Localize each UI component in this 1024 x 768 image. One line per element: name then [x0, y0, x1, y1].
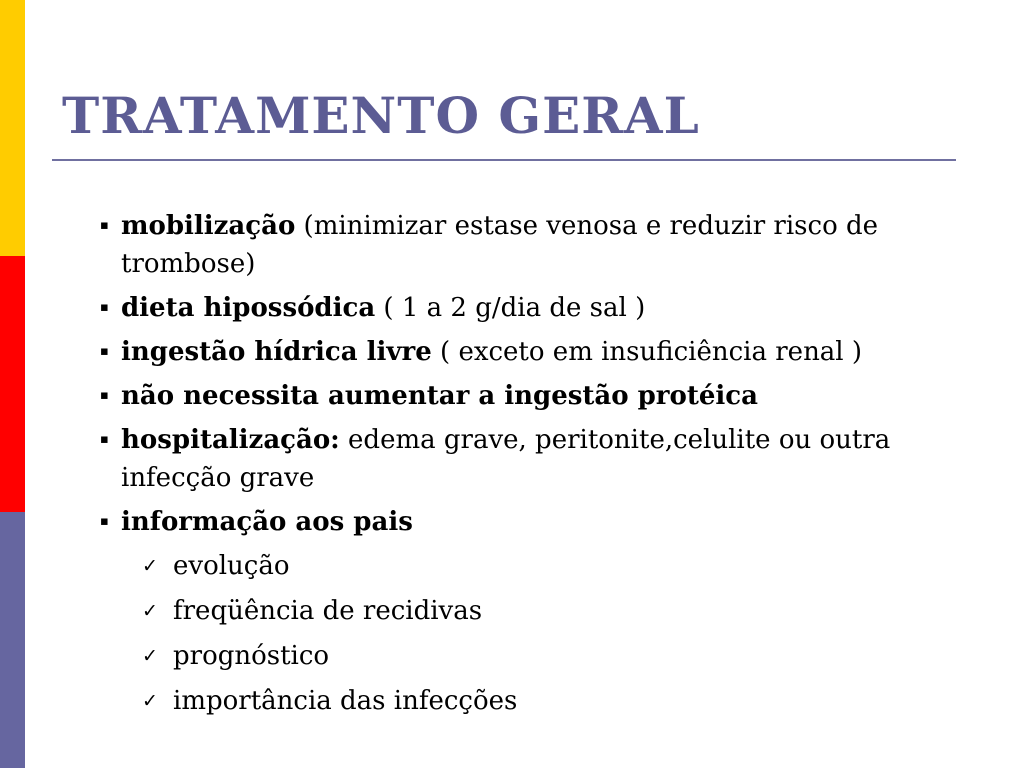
- square-bullet-icon: ▪: [100, 388, 109, 403]
- bullet-item-text: (minimizar estase venosa e reduzir risco de trombose): [121, 211, 879, 279]
- accent-bar-blue: [0, 512, 25, 768]
- title-divider: [52, 159, 956, 161]
- sub-item: [100, 637, 980, 675]
- square-bullet-icon: ▪: [100, 514, 109, 529]
- square-bullet-icon: ▪: [100, 218, 109, 233]
- bullet-item: [100, 289, 980, 327]
- checkmark-icon: ✓: [142, 600, 158, 622]
- slide-title: TRATAMENTO GERAL: [62, 86, 700, 145]
- bullet-item: [100, 377, 980, 415]
- sub-item-text: evolução: [173, 551, 290, 581]
- checkmark-icon: ✓: [142, 645, 158, 667]
- checkmark-icon: ✓: [142, 555, 158, 577]
- bullet-item: [100, 421, 980, 497]
- square-bullet-icon: ▪: [100, 432, 109, 447]
- square-bullet-icon: ▪: [100, 344, 109, 359]
- sub-item-text: freqüência de recidivas: [173, 596, 483, 626]
- bullet-item: [100, 207, 980, 283]
- accent-bar-red: [0, 256, 25, 512]
- bullet-item-heading: mobilização: [121, 211, 296, 241]
- bullet-item-heading: ingestão hídrica livre: [121, 337, 432, 367]
- bullet-item: [100, 333, 980, 371]
- checkmark-icon: ✓: [142, 690, 158, 712]
- sub-item: [100, 682, 980, 720]
- bullet-item-heading: informação aos pais: [121, 507, 413, 537]
- bullet-item: [100, 503, 980, 541]
- sub-item: [100, 547, 980, 585]
- bullet-item-heading: dieta hipossódica: [121, 293, 376, 323]
- bullet-item-heading: hospitalização:: [121, 425, 340, 455]
- square-bullet-icon: ▪: [100, 300, 109, 315]
- accent-bar-yellow: [0, 0, 25, 256]
- sub-item-text: importância das infecções: [173, 686, 518, 716]
- sub-item: [100, 592, 980, 630]
- bullet-item-text: ( exceto em insuficiência renal ): [431, 337, 863, 367]
- bullet-list: [100, 207, 980, 727]
- bullet-item-text: ( 1 a 2 g/dia de sal ): [375, 293, 646, 323]
- sub-item-text: prognóstico: [173, 641, 330, 671]
- bullet-item-heading: não necessita aumentar a ingestão protéica: [121, 381, 758, 411]
- bullet-item-text: edema grave, peritonite,celulite ou outra infecção grave: [121, 425, 891, 493]
